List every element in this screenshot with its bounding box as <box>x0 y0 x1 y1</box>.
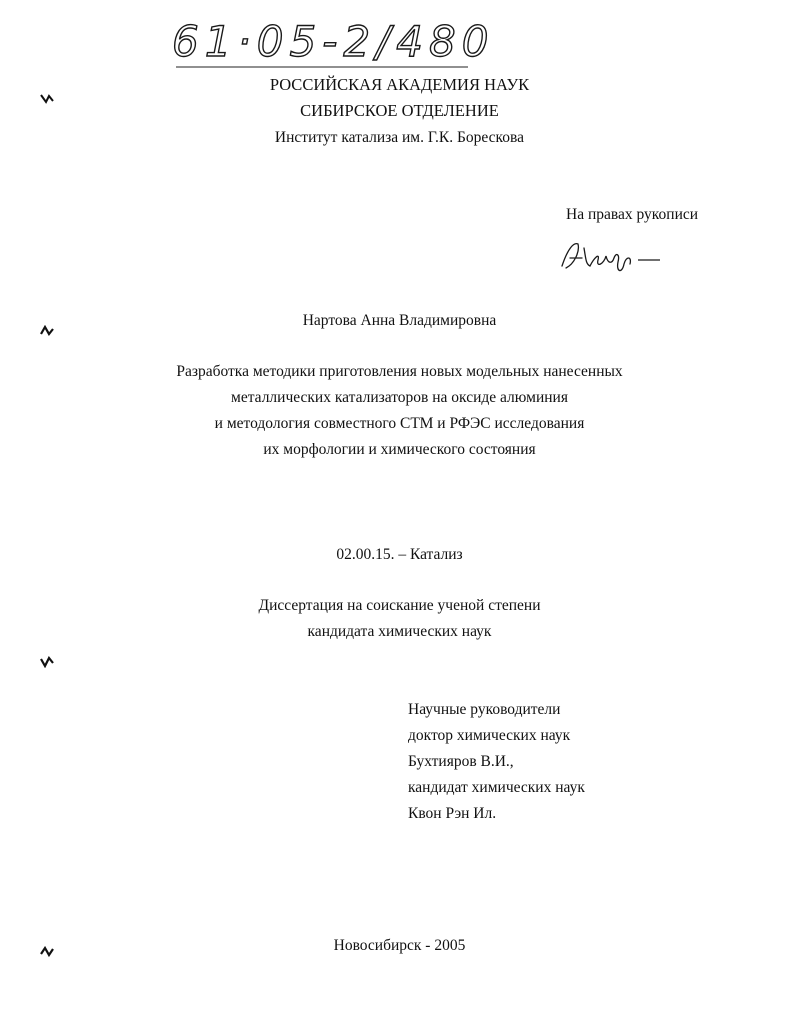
institute-name: Институт катализа им. Г.К. Борескова <box>274 129 525 146</box>
margin-mark-1 <box>40 93 54 105</box>
supervisor-2-name: Квон Рэн Ил. <box>408 805 497 822</box>
academy-name: РОССИЙСКАЯ АКАДЕМИЯ НАУК <box>269 75 530 94</box>
degree-line-2: кандидата химических наук <box>307 623 492 640</box>
margin-mark-2 <box>40 325 54 337</box>
degree-line-1: Диссертация на соискание ученой степени <box>258 597 541 614</box>
margin-mark-4 <box>40 946 54 958</box>
specialty-code: 02.00.15. – Катализ <box>336 546 463 563</box>
supervisor-2-degree: кандидат химических наук <box>408 779 585 796</box>
supervisor-1-degree: доктор химических наук <box>408 727 571 744</box>
city-year: Новосибирск - 2005 <box>333 937 466 954</box>
margin-mark-3 <box>40 656 54 668</box>
supervisor-1-name: Бухтияров В.И., <box>408 753 514 770</box>
thesis-title-line-2: металлических катализаторов на оксиде алюминия <box>231 389 568 406</box>
rights-notice: На правах рукописи <box>566 206 699 223</box>
author-name: Нартова Анна Владимировна <box>302 312 497 329</box>
thesis-title-line-3: и методология совместного СТМ и РФЭС исследования <box>214 415 585 432</box>
thesis-title-line-4: их морфологии и химического состояния <box>263 441 536 458</box>
handwritten-archive-number <box>168 10 508 70</box>
supervisors-heading: Научные руководители <box>408 701 561 718</box>
thesis-title-line-1: Разработка методики приготовления новых модельных нанесенных <box>176 363 623 380</box>
signature-mark <box>556 238 666 278</box>
branch-name: СИБИРСКОЕ ОТДЕЛЕНИЕ <box>300 101 499 120</box>
archive-number-text: 61·05-2/480 <box>172 17 495 66</box>
